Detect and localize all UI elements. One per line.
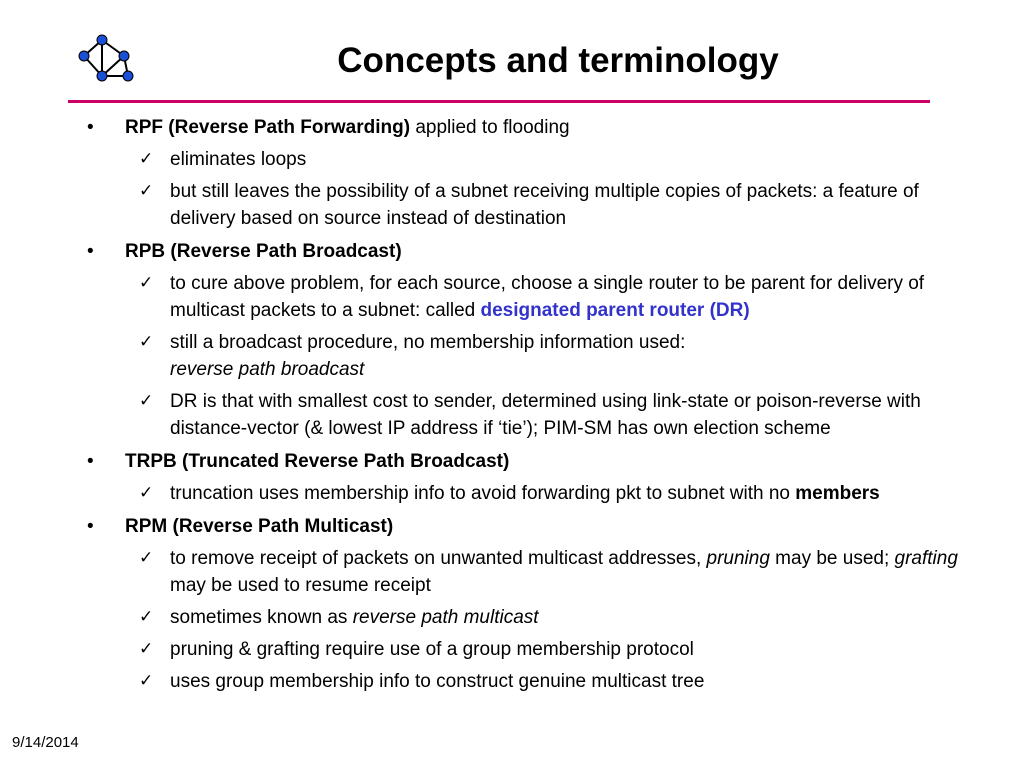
sub-bullet — [0, 636, 1024, 663]
sub-bullet — [0, 668, 1024, 695]
sub-bullet-text: truncation uses membership info to avoid forwarding pkt to subnet with no — [170, 483, 796, 504]
bullet-rpf — [0, 114, 1024, 141]
title-divider — [68, 100, 930, 103]
checkmark-icon: ✓ — [139, 607, 154, 627]
checkmark-icon: ✓ — [139, 639, 154, 659]
bullet-trpb — [0, 448, 1024, 475]
checkmark-icon: ✓ — [139, 391, 154, 411]
sub-bullet — [0, 178, 1024, 232]
slide-title: Concepts and terminology — [337, 41, 779, 80]
slide-date: 9/14/2014 — [12, 734, 79, 751]
bullet-heading: RPF (Reverse Path Forwarding) — [125, 117, 411, 138]
sub-bullet-text: sometimes known as — [170, 607, 353, 628]
italic-term: pruning — [706, 548, 770, 569]
checkmark-icon: ✓ — [139, 273, 154, 293]
sub-bullet — [0, 146, 1024, 173]
bullet-text: applied to flooding — [410, 117, 570, 138]
sub-bullet-text: pruning & grafting require use of a group membership protocol — [170, 639, 694, 660]
italic-term: reverse path multicast — [352, 607, 539, 628]
bullet-rpm — [0, 513, 1024, 540]
italic-term: reverse path broadcast — [170, 359, 365, 380]
sub-bullet-text: to cure above problem, for each source, choose a single router to be parent for delivery of multicast packets to a subnet: called — [170, 273, 925, 321]
italic-term: grafting — [894, 548, 958, 569]
sub-bullet-text: to remove receipt of packets on unwanted multicast addresses, — [170, 548, 707, 569]
bullet-rpb — [0, 238, 1024, 265]
sub-bullet — [0, 329, 1024, 383]
sub-bullet-text: but still leaves the possibility of a subnet receiving multiple copies of packets: a feature of delivery based on source instead of destination — [170, 181, 919, 229]
sub-bullet — [0, 480, 1024, 507]
bullet-heading: RPM (Reverse Path Multicast) — [125, 516, 394, 537]
sub-bullet-text: eliminates loops — [170, 149, 307, 170]
sub-bullet-text: may be used; — [769, 548, 895, 569]
sub-bullet — [0, 545, 1024, 599]
checkmark-icon: ✓ — [139, 149, 154, 169]
sub-bullet-text: DR is that with smallest cost to sender, determined using link-state or poison-reverse with distance-vector (& lowest IP address if ‘tie’); PIM-SM has own election scheme — [170, 391, 921, 439]
checkmark-icon: ✓ — [139, 483, 154, 503]
sub-bullet — [0, 604, 1024, 631]
bullet-list — [0, 108, 1024, 695]
sub-bullet-text: may be used to resume receipt — [170, 575, 431, 596]
bullet-heading: RPB (Reverse Path Broadcast) — [125, 241, 402, 262]
bullet-dot-icon: • — [87, 241, 94, 262]
highlighted-term: designated parent router (DR) — [480, 300, 750, 321]
bullet-dot-icon: • — [87, 117, 94, 138]
checkmark-icon: ✓ — [139, 181, 154, 201]
bullet-dot-icon: • — [87, 516, 94, 537]
bold-term: members — [795, 483, 880, 504]
sub-bullet — [0, 270, 1024, 324]
sub-bullet-text: still a broadcast procedure, no membership information used: — [170, 332, 686, 353]
sub-bullet-text: uses group membership info to construct genuine multicast tree — [170, 671, 705, 692]
checkmark-icon: ✓ — [139, 332, 154, 352]
bullet-dot-icon: • — [87, 451, 94, 472]
sub-bullet — [0, 388, 1024, 442]
checkmark-icon: ✓ — [139, 671, 154, 691]
checkmark-icon: ✓ — [139, 548, 154, 568]
bullet-heading: TRPB (Truncated Reverse Path Broadcast) — [125, 451, 510, 472]
